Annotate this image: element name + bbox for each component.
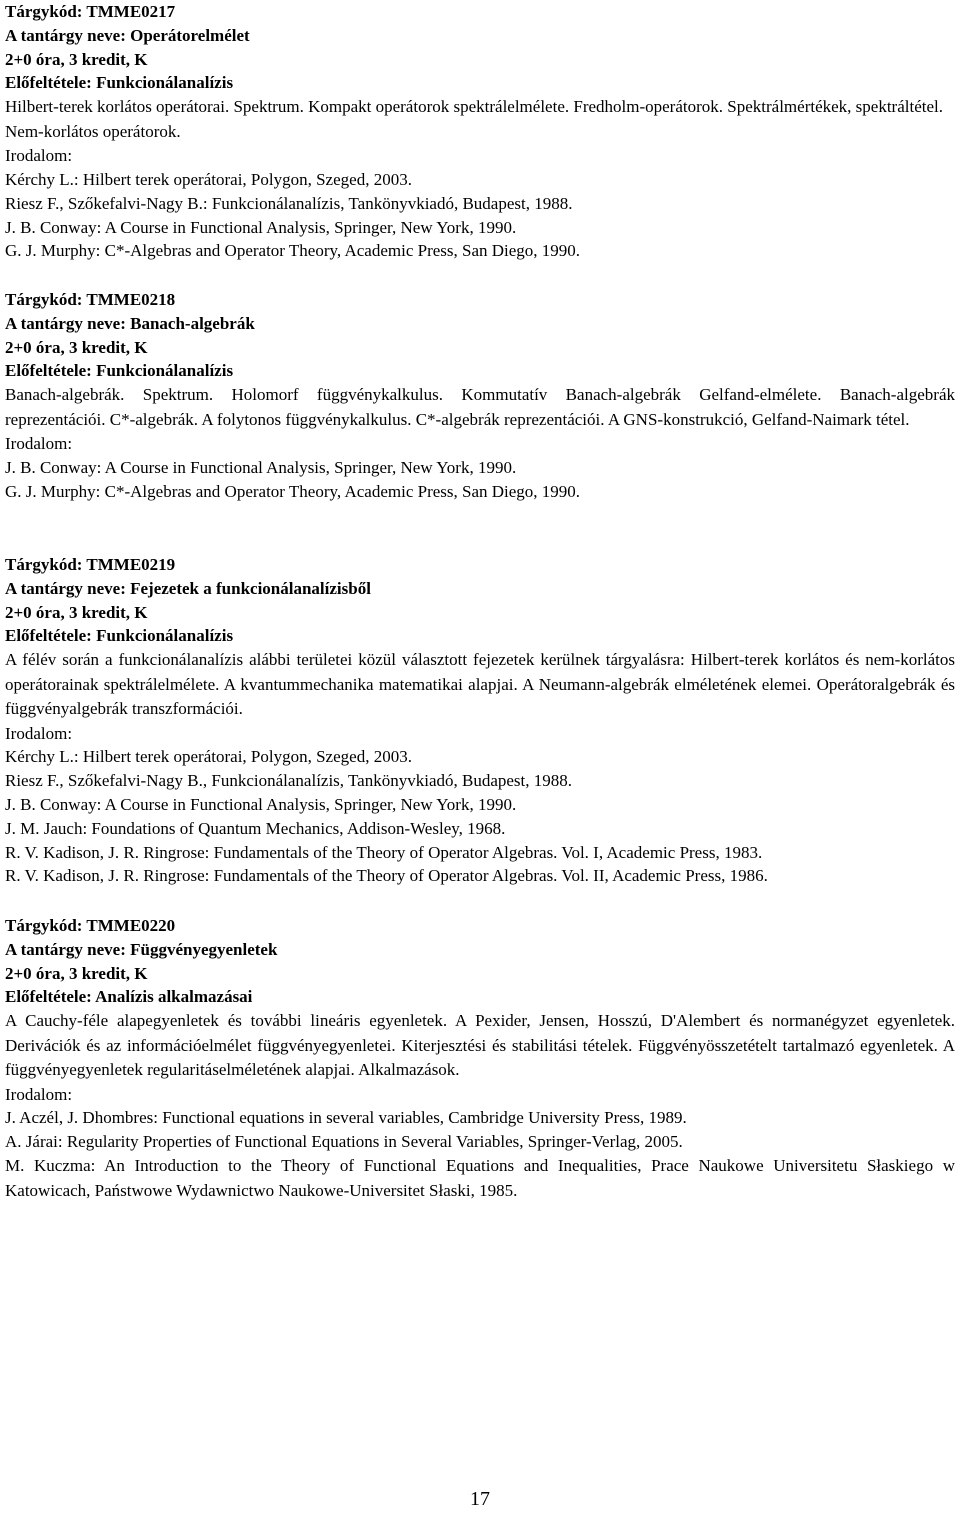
reference-item: Riesz F., Szőkefalvi-Nagy B., Funkcionálanalízis, Tankönyvkiadó, Budapest, 1988. <box>5 771 573 791</box>
course-code: Tárgykód: TMME0217 <box>5 2 176 21</box>
course-name: A tantárgy neve: Banach-algebrák <box>5 313 255 333</box>
reference-item: Kérchy L.: Hilbert terek operátorai, Polygon, Szeged, 2003. <box>5 169 412 189</box>
reference-item: J. B. Conway: A Course in Functional Analysis, Springer, New York, 1990. <box>5 217 517 237</box>
course-tmme0220 <box>5 914 955 1203</box>
course-tmme0218 <box>5 288 955 504</box>
reference-item: J. B. Conway: A Course in Functional Analysis, Springer, New York, 1990. <box>5 457 517 477</box>
reference-item: R. V. Kadison, J. R. Ringrose: Fundamentals of the Theory of Operator Algebras. Vol. I, Academic Press, 1983. <box>5 842 763 862</box>
course-hours: 2+0 óra, 3 kredit, K <box>5 337 148 357</box>
course-name: A tantárgy neve: Operátorelmélet <box>5 25 250 45</box>
course-prerequisite: Előfeltétele: Funkcionálanalízis <box>5 73 234 93</box>
course-name: A tantárgy neve: Függvényegyenletek <box>5 939 278 959</box>
course-code: Tárgykód: TMME0220 <box>5 916 176 935</box>
course-hours: 2+0 óra, 3 kredit, K <box>5 49 148 69</box>
reference-item: J. B. Conway: A Course in Functional Analysis, Springer, New York, 1990. <box>5 795 517 815</box>
course-prerequisite: Előfeltétele: Funkcionálanalízis <box>5 626 234 646</box>
course-code: Tárgykód: TMME0219 <box>5 555 176 574</box>
reference-item: J. M. Jauch: Foundations of Quantum Mechanics, Addison-Wesley, 1968. <box>5 818 506 838</box>
course-tmme0217 <box>5 0 955 263</box>
course-description: A Cauchy-féle alapegyenletek és további lineáris egyenletek. A Pexider, Jensen, Hosszú, D'Alembert és normanégyzet egyenletek. Derivációk és az információelmélet függvényegyenletei. Kiterjesztési és stabilitási tételek. Függvényösszetételt tartalmazó egyenletek. A függvényegyenletek regularitáselméletének alapjai. Alkalmazások. <box>5 1011 955 1080</box>
reference-item: M. Kuczma: An Introduction to the Theory of Functional Equations and Inequalities, Prace Naukowe Universitetu Słaskiego w Katowicach, Państwowe Wydawnictwo Naukowe-Universitet Słaski, 1985. <box>5 1156 955 1200</box>
reference-item: Kérchy L.: Hilbert terek operátorai, Polygon, Szeged, 2003. <box>5 747 412 767</box>
course-description: Hilbert-terek korlátos operátorai. Spektrum. Kompakt operátorok spektrálelmélete. Fredholm-operátorok. Spektrálmértékek, spektráltétel. Nem-korlátos operátorok. <box>5 97 943 141</box>
literature-label: Irodalom: <box>5 723 73 743</box>
course-hours: 2+0 óra, 3 kredit, K <box>5 602 148 622</box>
literature-label: Irodalom: <box>5 434 73 454</box>
course-prerequisite: Előfeltétele: Funkcionálanalízis <box>5 361 234 381</box>
reference-item: J. Aczél, J. Dhombres: Functional equations in several variables, Cambridge University Press, 1989. <box>5 1108 687 1128</box>
course-hours: 2+0 óra, 3 kredit, K <box>5 963 148 983</box>
course-description: A félév során a funkcionálanalízis alábbi területei közül választott fejezetek kerülnek tárgyalásra: Hilbert-terek korlátos és nem-korlátos operátorainak spektrálelmélete. A kvantummechanika matematikai alapjai. A Neumann-algebrák elméletének elemei. Operátoralgebrák és függvényalgebrák transzformációi. <box>5 650 955 719</box>
course-code: Tárgykód: TMME0218 <box>5 290 176 309</box>
course-tmme0219 <box>5 553 955 888</box>
reference-item: R. V. Kadison, J. R. Ringrose: Fundamentals of the Theory of Operator Algebras. Vol. II, Academic Press, 1986. <box>5 866 768 886</box>
page-number: 17 <box>470 1488 490 1510</box>
reference-item: A. Járai: Regularity Properties of Functional Equations in Several Variables, Springer-Verlag, 2005. <box>5 1132 683 1152</box>
reference-item: G. J. Murphy: C*-Algebras and Operator Theory, Academic Press, San Diego, 1990. <box>5 241 581 261</box>
reference-item: Riesz F., Szőkefalvi-Nagy B.: Funkcionálanalízis, Tankönyvkiadó, Budapest, 1988. <box>5 193 573 213</box>
course-prerequisite: Előfeltétele: Analízis alkalmazásai <box>5 987 253 1007</box>
literature-label: Irodalom: <box>5 146 73 166</box>
course-name: A tantárgy neve: Fejezetek a funkcionálanalízisből <box>5 578 371 598</box>
literature-label: Irodalom: <box>5 1084 73 1104</box>
reference-item: G. J. Murphy: C*-Algebras and Operator Theory, Academic Press, San Diego, 1990. <box>5 481 581 501</box>
course-description: Banach-algebrák. Spektrum. Holomorf függvénykalkulus. Kommutatív Banach-algebrák Gelfand-elmélete. Banach-algebrák reprezentációi. C*-algebrák. A folytonos függvénykalkulus. C*-algebrák reprezentációi. A GNS-konstrukció, Gelfand-Naimark tétel. <box>5 385 955 429</box>
